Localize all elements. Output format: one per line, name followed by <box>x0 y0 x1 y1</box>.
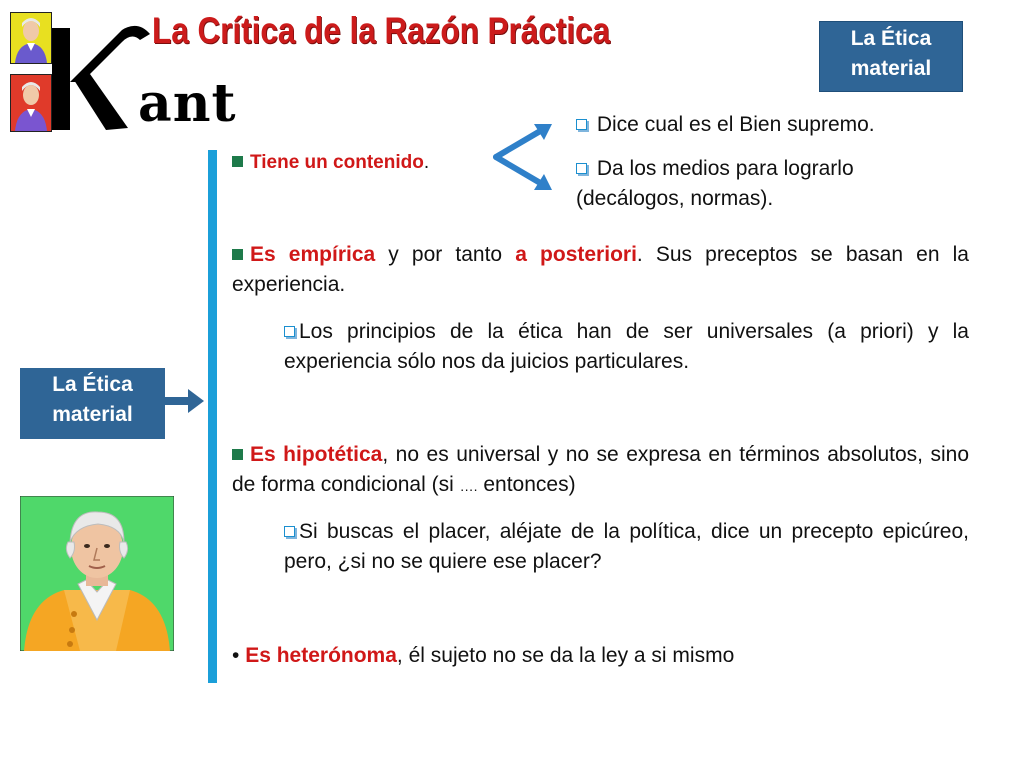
bullet-square-icon <box>232 156 243 167</box>
side-label-box <box>20 368 165 439</box>
arrow-right-icon <box>164 386 206 416</box>
hollow-square-bullet-icon <box>576 163 587 174</box>
point-empirica-text-1: y por tanto <box>375 243 516 266</box>
kant-wordmark: ant <box>138 73 237 134</box>
point-empirica-highlight-1: Es empírica <box>250 243 376 266</box>
branch-item-2-text: Da los medios para lograrlo (decálogos, normas). <box>576 157 854 210</box>
bullet-square-icon <box>232 249 243 260</box>
branch-item-1 <box>576 110 966 140</box>
point-hipotetica-dots: …. <box>459 478 478 494</box>
point-hipotetica-text-1: , no es universal y no se expresa en términos absolutos, sino de forma condicional (si <box>232 443 969 496</box>
section-divider-bar <box>208 150 217 683</box>
kant-portrait-image <box>20 496 174 651</box>
point-empirica-sub-text: Los principios de la ética han de ser universales (a priori) y la experiencia sólo nos da juicios particulares. <box>284 320 969 373</box>
page-title-text: La Crítica de la Razón Práctica <box>152 10 610 51</box>
hollow-square-bullet-icon <box>284 326 295 337</box>
branch-item-2 <box>576 154 966 214</box>
point-empirica-text-2: . Sus preceptos se basan en la experiencia. <box>232 243 969 296</box>
kant-portrait-small-yellow <box>10 12 52 64</box>
point-hipotetica-highlight: Es hipotética <box>250 443 383 466</box>
point-hipotetica-sub <box>284 517 969 577</box>
point-heteronoma <box>232 641 969 671</box>
bullet-square-icon <box>232 449 243 460</box>
point-contenido-punct: . <box>423 152 430 173</box>
point-hipotetica-text-2: entonces) <box>477 473 576 496</box>
point-empirica-sub <box>284 317 969 377</box>
kant-portrait-small-red <box>10 74 52 132</box>
point-heteronoma-highlight: Es heterónoma <box>245 644 397 667</box>
point-empirica-highlight-2: a posteriori <box>515 243 637 266</box>
header-badge <box>819 21 963 92</box>
hollow-square-bullet-icon <box>284 526 295 537</box>
branch-item-1-text: Dice cual es el Bien supremo. <box>596 113 875 136</box>
page-title <box>152 10 712 76</box>
point-hipotetica-sub-text: Si buscas el placer, aléjate de la política, dice un precepto epicúreo, pero, ¿si no se quiere ese placer? <box>284 520 969 573</box>
branch-arrows-icon <box>490 118 560 196</box>
hollow-square-bullet-icon <box>576 119 587 130</box>
point-contenido-label: Tiene un contenido <box>250 152 424 173</box>
point-contenido <box>232 148 502 178</box>
bullet-dot-icon: • <box>232 644 240 667</box>
header-badge-label: La Ética material <box>850 27 932 80</box>
point-heteronoma-text: , él sujeto no se da la ley a si mismo <box>396 644 735 667</box>
side-label-text: La Ética material <box>52 373 133 426</box>
point-hipotetica <box>232 440 969 501</box>
point-empirica <box>232 240 969 300</box>
